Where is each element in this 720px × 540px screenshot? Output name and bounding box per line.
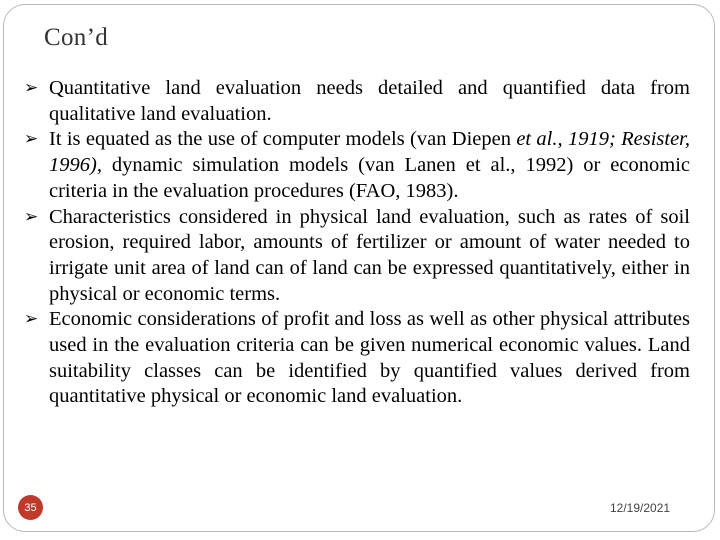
page-number-badge: 35	[18, 495, 43, 520]
arrowhead-bullet-icon: ➢	[24, 206, 39, 227]
bullet-list	[22, 76, 690, 410]
arrowhead-bullet-icon: ➢	[24, 309, 39, 330]
bullet-text: It is equated as the use of computer models (van Diepen	[49, 128, 517, 151]
arrowhead-bullet-icon: ➢	[24, 129, 39, 150]
bullet-item	[22, 127, 690, 204]
bullet-text: Quantitative land evaluation needs detailed and quantified data from qualitative land evaluation.	[49, 77, 690, 125]
bullet-text: dynamic simulation models (van Lanen et al., 1992) or economic criteria in the evaluation procedures (FAO, 1983).	[49, 154, 690, 202]
bullet-item	[22, 205, 690, 308]
bullet-item	[22, 307, 690, 410]
citation-italic: et al., 1919; Resister, 1996),	[49, 128, 691, 177]
arrowhead-bullet-icon: ➢	[24, 78, 39, 98]
bullet-item	[22, 76, 690, 127]
bullet-text: Characteristics considered in physical land evaluation, such as rates of soil erosion, required labor, amounts of fertilizer or amount of water needed to irrigate unit area of land can of land can be expressed quantitatively, either in physical or economic terms.	[49, 205, 690, 305]
bullet-text: Economic considerations of profit and loss as well as other physical attributes used in the evaluation criteria can be given numerical economic values. Land suitability classes can be identified by quantified values derived from quantitative physical or economic land evaluation.	[49, 308, 690, 408]
slide-date: 12/19/2021	[610, 501, 671, 515]
slide-title: Con’d	[44, 24, 108, 51]
